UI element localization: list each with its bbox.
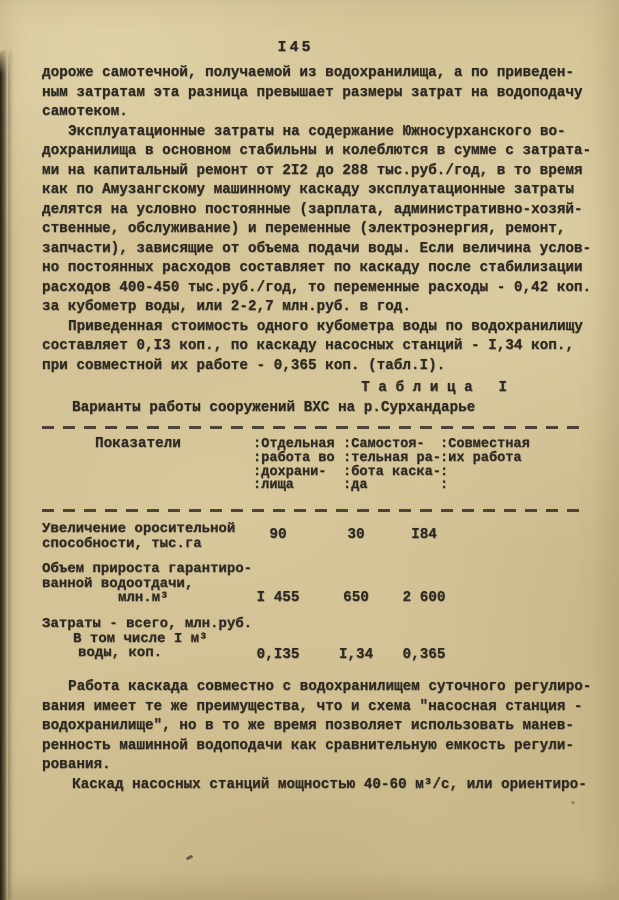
table-header-label: Показатели — [95, 436, 181, 452]
cell-value: I 455 — [256, 590, 300, 606]
text-line: ренность машинной водоподачи как сравнительную емкость регули- — [42, 737, 574, 754]
paper-speck — [186, 855, 194, 861]
table-row — [42, 522, 589, 552]
table-rule-mid — [42, 509, 585, 512]
header-line: : — [440, 478, 449, 494]
paragraph-cascade-joint — [42, 678, 592, 776]
header-line: : — [440, 464, 449, 480]
header-line: :лища — [253, 478, 294, 494]
text-line: дороже самотечной, получаемой из водохранилища, а по приведен- — [42, 65, 574, 81]
row-label-line: ванной водоотдачи, — [42, 575, 194, 592]
row-label-line: Затраты - всего, млн.руб. — [42, 616, 253, 632]
cell-value: I84 — [411, 527, 437, 543]
table-header-col-cascade — [343, 438, 441, 493]
text-line: запчасти), зависящие от объема подачи воды. Если величина услов- — [42, 240, 592, 257]
table-row — [42, 617, 589, 663]
row-label-line: воды, коп. — [78, 645, 163, 661]
text-line: ственные, обслуживание) и переменные (электроэнергия, ремонт, — [42, 221, 566, 237]
text-line: водохранилище", но в то же время позволяет использовать манев- — [42, 718, 574, 734]
cell-value: 2 600 — [402, 590, 446, 606]
text-line: дохранилища в основном стабильны и колеблются в сумме с затрата- — [42, 143, 592, 159]
text-line: самотеком. — [42, 104, 128, 120]
header-line: :работа во — [253, 450, 335, 466]
text-line: ным затратам эта разница превышает размеры затрат на водоподачу — [42, 84, 583, 101]
text-line: составляет 0,I3 коп., по каскаду насосных станций - I,34 коп., — [42, 338, 574, 354]
header-line: :да — [343, 478, 368, 494]
cell-value: 0,365 — [402, 647, 446, 663]
text-line: Каскад насосных станций мощностью 40-60 м³/с, или ориентиро- — [72, 776, 587, 793]
table-header-col-joint — [440, 438, 530, 493]
table-title: Варианты работы сооружений ВХС на р.Сурхандарье — [72, 399, 476, 416]
text-line: вания имеет те же преимущества, что и схема "насосная станция - — [42, 698, 583, 715]
paragraph-pump-stations — [42, 776, 589, 796]
row-label-line: Объем прироста гарантиро- — [42, 561, 253, 577]
text-line: как по Амузангскому машинному каскаду эксплуатационные затраты — [42, 182, 574, 198]
binding-shadow — [0, 50, 8, 900]
text-line: Работа каскада совместно с водохранилищем суточного регулиро- — [68, 679, 592, 695]
text-line: но постоянных расходов составляет по каскаду после стабилизации — [42, 260, 583, 276]
table-header-col-reservoir — [253, 438, 335, 493]
header-line: :Совместная — [440, 437, 530, 452]
cell-value: 30 — [347, 527, 365, 543]
table-caption: Т а б л и ц а I — [361, 380, 507, 396]
cell-value: 650 — [343, 590, 369, 606]
text-line: Эксплуатационные затраты на содержание Южносурханского во- — [68, 123, 566, 140]
header-line: :дохрани- — [253, 464, 327, 480]
cell-value: 0,I35 — [256, 647, 300, 663]
cell-value: I,34 — [338, 647, 374, 663]
paragraph-unit-cost — [42, 318, 589, 377]
table-header — [42, 438, 589, 502]
paragraph-continued — [42, 64, 589, 123]
header-line: :Отдельная — [253, 437, 335, 452]
row-label-line: способности, тыс.га — [42, 535, 202, 552]
row-label-line: млн.м³ — [118, 590, 169, 606]
header-line: :Самостоя- — [343, 437, 425, 452]
header-line: :их работа — [440, 450, 522, 466]
text-line: ми на капитальный ремонт от 2I2 до 288 тыс.руб./год, в то время — [42, 162, 583, 179]
paper-speck — [571, 801, 575, 804]
row-label-line: Увеличение оросительной — [42, 521, 236, 537]
text-line: рования. — [42, 757, 111, 773]
text-line: расходов 400-450 тыс.руб./год, то переменные расходы - 0,42 коп. — [42, 279, 592, 296]
binding-shadow-fade — [0, 44, 10, 74]
text-line: за кубометр воды, или 2-2,7 млн.руб. в год. — [42, 299, 411, 315]
page-number: I45 — [277, 39, 314, 56]
cell-value: 90 — [269, 527, 287, 543]
table-row — [42, 562, 589, 606]
text-line: Приведенная стоимость одного кубометра воды по водохранилищу — [68, 318, 583, 335]
header-line: :бота каска- — [343, 464, 441, 480]
paragraph-operating-costs — [42, 123, 592, 318]
header-line: :тельная ра- — [343, 450, 441, 466]
text-line: при совместной их работе - 0,365 коп. (табл.I). — [42, 357, 446, 374]
text-line: делятся на условно постоянные (зарплата, административно-хозяй- — [42, 201, 583, 218]
table-rule-top — [42, 426, 585, 429]
row-label-line: В том числе I м³ — [73, 630, 208, 647]
